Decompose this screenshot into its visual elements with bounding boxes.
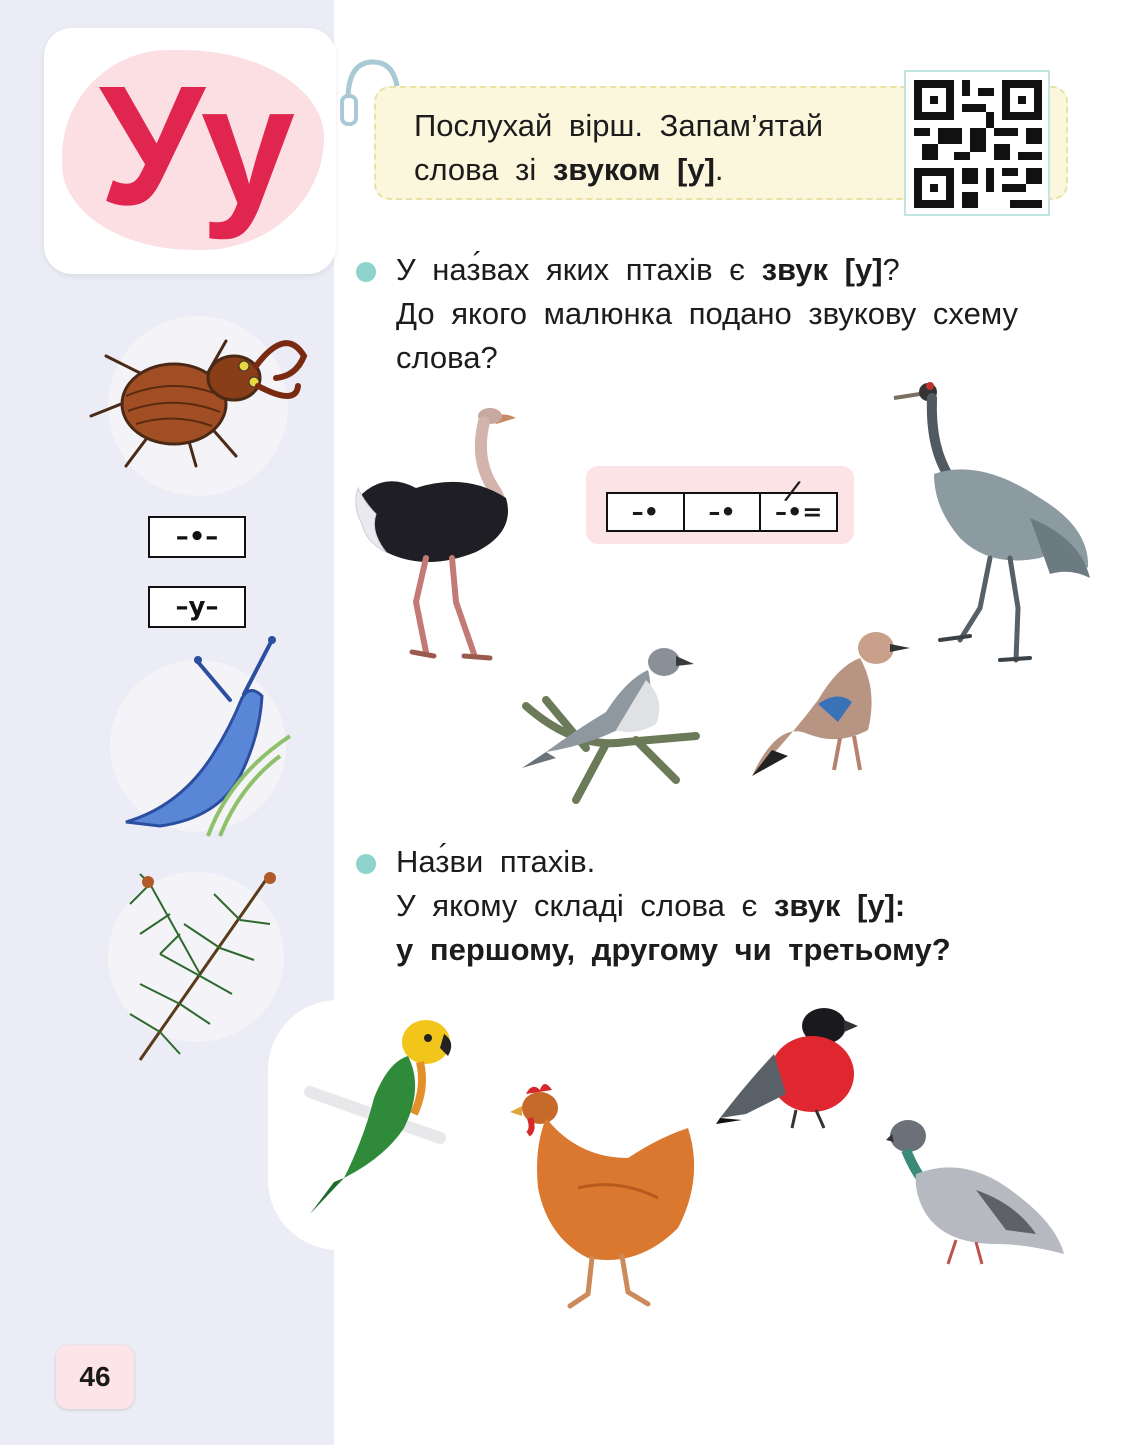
page-number: 46 (79, 1361, 111, 1392)
stag-beetle-illustration (86, 316, 316, 476)
task-instruction (414, 104, 854, 192)
jay-illustration (748, 630, 918, 790)
cuckoo-illustration (516, 640, 716, 810)
task-line-2: слова зі звуком [у]. (414, 152, 724, 187)
u-sound-scheme: –у– (148, 586, 246, 628)
bird-sound-scheme (606, 492, 838, 532)
question-1 (396, 248, 1076, 380)
q1-line-3: слова? (396, 340, 498, 375)
syllable-1: –• (608, 494, 685, 530)
task-line-1: Послухай вірш. Запам’ятай (414, 108, 824, 143)
q1-line-2: До якого малюнка подано звукову схему (396, 296, 1018, 331)
q1-line-1: У наз ´вах яких птахів є звук [у]? (396, 248, 1076, 292)
question-2 (396, 840, 1076, 972)
crane-illustration (890, 378, 1100, 678)
slug-illustration (120, 636, 300, 836)
pigeon-illustration (886, 1114, 1066, 1274)
word-sound-scheme: –•– (148, 516, 246, 558)
bullfinch-illustration (716, 1004, 864, 1132)
bullet-1 (356, 262, 376, 282)
bullet-2 (356, 854, 376, 874)
ostrich-illustration (356, 402, 526, 672)
syllable-2: –• (685, 494, 762, 530)
stress-mark: / (782, 473, 803, 508)
hen-illustration (508, 1078, 704, 1314)
parrot-illustration (304, 1018, 464, 1218)
q2-line-3: у першому, другому чи третьому? (396, 932, 951, 967)
fir-branch-illustration (120, 864, 290, 1064)
q2-line-2: У якому складі слова є звук [у]: (396, 888, 906, 923)
syllable-3: –•= (774, 498, 823, 526)
q2-line-1: Назви ´ птахів. (396, 840, 1076, 884)
lesson-letter: Уу (98, 51, 292, 241)
qr-code[interactable] (904, 70, 1050, 216)
